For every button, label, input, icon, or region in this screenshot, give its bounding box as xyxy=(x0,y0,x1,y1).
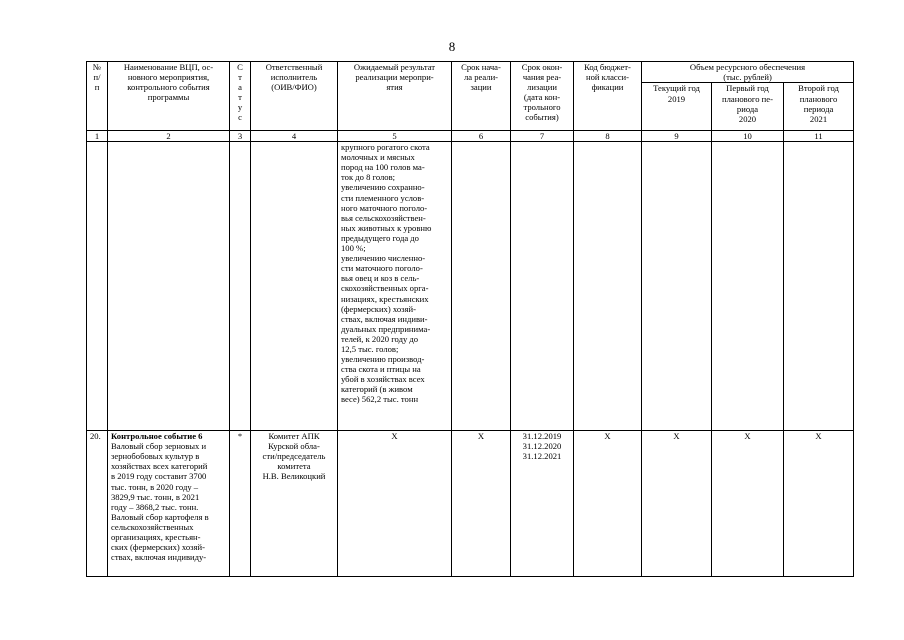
column-number: 1 xyxy=(87,131,108,142)
column-number: 3 xyxy=(230,131,251,142)
page-number: 8 xyxy=(448,39,456,54)
status-letter: у xyxy=(237,102,243,113)
cell-empty xyxy=(712,142,784,431)
cell-empty xyxy=(87,142,108,431)
program-table xyxy=(86,61,854,577)
row-2019: X xyxy=(642,431,712,577)
header-resources-group: Объем ресурсного обеспечения (тыс. рублей) xyxy=(642,62,854,83)
row-name xyxy=(108,431,230,577)
cell-empty xyxy=(784,142,854,431)
row-result: X xyxy=(338,431,452,577)
column-number: 8 xyxy=(574,131,642,142)
status-letter: а xyxy=(238,82,242,93)
row-status: * xyxy=(230,431,251,577)
cell-empty xyxy=(574,142,642,431)
header-number: № п/ п xyxy=(87,62,108,131)
header-year-2019: Текущий год 2019 xyxy=(642,83,712,131)
table-row-20 xyxy=(87,431,854,577)
cell-empty xyxy=(230,142,251,431)
column-number: 9 xyxy=(642,131,712,142)
column-number: 2 xyxy=(108,131,230,142)
row-budget-code: X xyxy=(574,431,642,577)
column-number: 10 xyxy=(712,131,784,142)
header-end: Срок окон- чания реа- лизации (дата кон- трольного события) xyxy=(511,62,574,131)
header-year-2021: Второй год планового периода 2021 xyxy=(784,83,854,131)
header-result: Ожидаемый результат реализации меропри- ятия xyxy=(338,62,452,131)
row-number: 20. xyxy=(87,431,108,577)
row-start: X xyxy=(452,431,511,577)
column-number: 5 xyxy=(338,131,452,142)
cell-empty xyxy=(108,142,230,431)
control-event-title: Контрольное событие 6 xyxy=(111,431,203,442)
header-name: Наименование ВЦП, ос- новного мероприятия, контрольного события программы xyxy=(108,62,230,131)
cell-empty xyxy=(251,142,338,431)
header-row-1 xyxy=(87,62,854,83)
column-number: 6 xyxy=(452,131,511,142)
status-letter: т xyxy=(238,72,242,83)
status-letter: С xyxy=(237,62,243,72)
control-event-text: Валовый сбор зерновых и зернобобовых культур в хозяйствах всех категорий в 2019 году составит 3700 тыс. тонн, в 2020 году – 3829,9 тыс. тонн, в 2021 году – 3868,2 тыс. тонн. Валовый сбор картофеля в сельскохозяйственных организациях, крестьян- ских (фермерских) хозяй- ствах, включая индивиду- xyxy=(111,441,209,563)
row-executor: Комитет АПК Курской обла- сти/председатель комитета Н.В. Великоцкий xyxy=(251,431,338,577)
row-2021: X xyxy=(784,431,854,577)
column-number: 7 xyxy=(511,131,574,142)
row-2020: X xyxy=(712,431,784,577)
header-status xyxy=(230,62,251,131)
header-year-2020: Первый год планового пе- риода 2020 xyxy=(712,83,784,131)
cell-empty xyxy=(642,142,712,431)
status-letter: т xyxy=(238,92,242,103)
column-numbers-row xyxy=(87,131,854,142)
header-start: Срок нача- ла реали- зации xyxy=(452,62,511,131)
expected-result-text: крупного рогатого скота молочных и мясных пород на 100 голов ма- ток до 8 голов; увеличению сохранно- сти племенного услов- ного маточного поголо- вья сельскохозяйствен- ных животных к уровню предыдущего года до 100 %; увеличению численно- сти маточного поголо- вья овец и коз в сель- скохозяйственных орга- низациях, крестьянских (фермерских) хозяй- ствах, включая индиви- дуальных предпринима- телей, к 2020 году до 12,5 тыс. голов; увеличению производ- ства скота и птицы на убой в хозяйствах всех категорий (в живом весе) 562,2 тыс. тонн xyxy=(338,142,452,431)
row-end-dates: 31.12.2019 31.12.2020 31.12.2021 xyxy=(511,431,574,577)
cell-empty xyxy=(452,142,511,431)
cell-empty xyxy=(511,142,574,431)
continuation-row xyxy=(87,142,854,431)
status-letter: с xyxy=(238,112,242,123)
header-executor: Ответственный исполнитель (ОИВ/ФИО) xyxy=(251,62,338,131)
column-number: 4 xyxy=(251,131,338,142)
header-budget-code: Код бюджет- ной класси- фикации xyxy=(574,62,642,131)
column-number: 11 xyxy=(784,131,854,142)
